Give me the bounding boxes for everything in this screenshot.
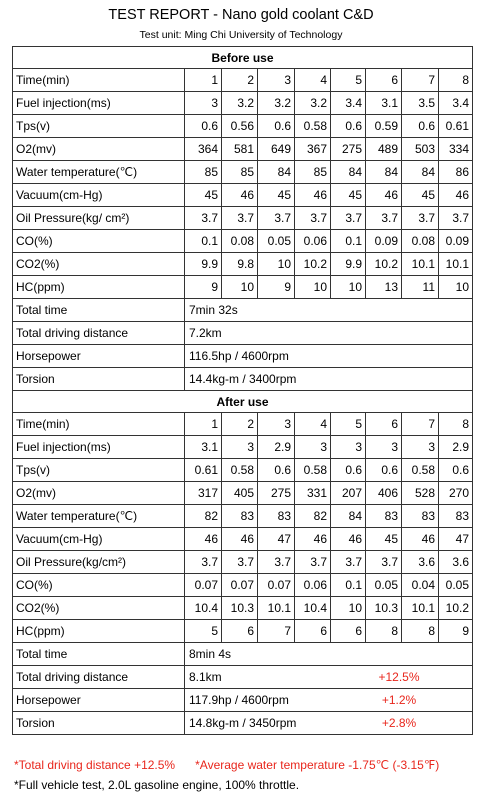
table-cell: 9 [185,276,222,299]
summary-label: Torsion [13,368,185,391]
table-cell: 0.06 [295,230,331,253]
table-cell: 3.7 [295,551,331,574]
row-label: CO2(%) [13,597,185,620]
summary-row [13,689,473,712]
row-label: Vacuum(cm-Hg) [13,184,185,207]
table-cell: 1 [185,69,222,92]
table-cell: 581 [222,138,258,161]
summary-label: Total time [13,299,185,322]
footnote-distance: *Total driving distance +12.5% [14,758,176,772]
table-cell: 5 [331,413,366,436]
table-cell: 83 [439,505,473,528]
table-cell: 85 [295,161,331,184]
section-heading: Before use [13,47,473,69]
table-row [13,115,473,138]
table-cell: 0.07 [185,574,222,597]
row-label: HC(ppm) [13,276,185,299]
table-cell: 83 [222,505,258,528]
table-cell: 85 [185,161,222,184]
table-row [13,276,473,299]
summary-label: Total driving distance [13,322,185,345]
table-cell: 84 [331,161,366,184]
table-cell: 7 [402,413,439,436]
table-row [13,482,473,505]
table-cell: 3.7 [366,551,402,574]
table-cell: 0.1 [331,574,366,597]
table-cell: 3.7 [295,207,331,230]
table-cell: 0.58 [295,115,331,138]
table-cell: 7 [258,620,295,643]
table-cell: 6 [222,620,258,643]
table-cell: 331 [295,482,331,505]
table-cell: 8 [402,620,439,643]
after-section-header [13,391,473,413]
table-cell: 3 [402,436,439,459]
table-cell: 10.1 [258,597,295,620]
table-cell: 3 [331,436,366,459]
table-cell: 3.2 [295,92,331,115]
table-cell: 45 [366,528,402,551]
row-label: Oil Pressure(kg/cm²) [13,551,185,574]
summary-value: 7.2km [189,326,222,340]
table-cell: 10.3 [222,597,258,620]
table-row [13,207,473,230]
summary-row [13,299,473,322]
table-cell: 3.7 [185,207,222,230]
table-cell: 46 [366,184,402,207]
table-cell: 3.7 [258,207,295,230]
table-cell: 489 [366,138,402,161]
footnote-temperature: *Average water temperature -1.75℃ (-3.15℉) [195,758,440,772]
table-cell: 270 [439,482,473,505]
table-cell: 9 [258,276,295,299]
table-cell: 8 [439,413,473,436]
table-cell: 3.7 [402,207,439,230]
table-cell: 8 [439,69,473,92]
table-cell: 10.4 [185,597,222,620]
table-cell: 46 [295,184,331,207]
row-label: Tps(v) [13,459,185,482]
table-cell: 10.2 [366,253,402,276]
table-cell: 5 [331,69,366,92]
summary-row [13,712,473,735]
table-cell: 0.09 [439,230,473,253]
row-label: Oil Pressure(kg/ cm²) [13,207,185,230]
summary-row [13,322,473,345]
table-row [13,528,473,551]
table-cell: 0.07 [258,574,295,597]
row-label: Tps(v) [13,115,185,138]
table-cell: 0.61 [185,459,222,482]
table-cell: 0.58 [222,459,258,482]
summary-change: +2.8% [381,716,417,730]
section-heading: After use [13,391,473,413]
table-cell: 83 [366,505,402,528]
table-row [13,92,473,115]
summary-value-cell [185,299,473,322]
table-cell: 6 [366,413,402,436]
row-label: Time(min) [13,413,185,436]
table-cell: 3 [258,69,295,92]
table-cell: 46 [185,528,222,551]
table-cell: 84 [258,161,295,184]
table-row [13,230,473,253]
table-cell: 84 [331,505,366,528]
table-cell: 82 [295,505,331,528]
before-section-header [13,47,473,69]
table-cell: 367 [295,138,331,161]
footnote-improvements [14,758,439,772]
summary-value-cell [185,643,473,666]
table-cell: 317 [185,482,222,505]
table-cell: 3.1 [366,92,402,115]
table-cell: 84 [402,161,439,184]
summary-value: 7min 32s [189,303,238,317]
table-cell: 3 [258,413,295,436]
summary-change: +1.2% [381,693,417,707]
table-cell: 10.2 [295,253,331,276]
table-cell: 10 [331,276,366,299]
table-cell: 0.05 [439,574,473,597]
summary-label: Total driving distance [13,666,185,689]
summary-value: 8min 4s [189,647,232,661]
table-cell: 83 [258,505,295,528]
table-cell: 207 [331,482,366,505]
table-cell: 528 [402,482,439,505]
table-cell: 10.4 [295,597,331,620]
summary-row [13,368,473,391]
table-row [13,505,473,528]
table-cell: 0.6 [439,459,473,482]
table-cell: 0.6 [185,115,222,138]
table-cell: 10.1 [402,253,439,276]
row-label: CO(%) [13,574,185,597]
table-cell: 3.4 [331,92,366,115]
summary-row [13,345,473,368]
table-cell: 10 [439,276,473,299]
table-cell: 5 [185,620,222,643]
table-cell: 10.3 [366,597,402,620]
table-cell: 45 [185,184,222,207]
row-label: O2(mv) [13,482,185,505]
table-cell: 406 [366,482,402,505]
table-cell: 10 [331,597,366,620]
table-cell: 3.7 [185,551,222,574]
table-cell: 275 [331,138,366,161]
table-cell: 3 [366,436,402,459]
table-cell: 2.9 [258,436,295,459]
table-cell: 3.6 [402,551,439,574]
table-cell: 3 [185,92,222,115]
row-label: Vacuum(cm-Hg) [13,528,185,551]
table-cell: 334 [439,138,473,161]
table-row [13,161,473,184]
table-cell: 3.6 [439,551,473,574]
summary-value-cell [185,322,473,345]
table-cell: 7 [402,69,439,92]
table-cell: 46 [222,528,258,551]
table-cell: 9.9 [185,253,222,276]
summary-value-cell [185,689,473,712]
table-cell: 0.59 [366,115,402,138]
table-cell: 0.6 [366,459,402,482]
row-label: CO(%) [13,230,185,253]
table-row [13,184,473,207]
table-cell: 3.7 [222,551,258,574]
table-cell: 0.09 [366,230,402,253]
summary-value: 117.9hp / 4600rpm [189,693,289,707]
summary-label: Horsepower [13,689,185,712]
table-cell: 46 [222,184,258,207]
summary-label: Total time [13,643,185,666]
table-cell: 0.6 [258,115,295,138]
table-cell: 3.7 [366,207,402,230]
table-cell: 46 [402,528,439,551]
table-cell: 45 [258,184,295,207]
summary-label: Torsion [13,712,185,735]
table-cell: 9.9 [331,253,366,276]
row-label: Water temperature(℃) [13,505,185,528]
table-cell: 0.58 [402,459,439,482]
table-row [13,413,473,436]
row-label: Fuel injection(ms) [13,436,185,459]
table-cell: 46 [439,184,473,207]
table-cell: 10 [295,276,331,299]
footnote-test-conditions: *Full vehicle test, 2.0L gasoline engine, 100% throttle. [14,778,300,792]
table-cell: 503 [402,138,439,161]
table-cell: 0.1 [185,230,222,253]
table-row [13,574,473,597]
table-cell: 0.04 [402,574,439,597]
table-cell: 0.05 [366,574,402,597]
row-label: HC(ppm) [13,620,185,643]
table-cell: 3.5 [402,92,439,115]
table-cell: 0.6 [258,459,295,482]
table-cell: 86 [439,161,473,184]
summary-value: 8.1km [189,670,222,684]
row-label: O2(mv) [13,138,185,161]
table-cell: 4 [295,413,331,436]
table-cell: 3.7 [258,551,295,574]
table-cell: 0.08 [222,230,258,253]
table-cell: 0.05 [258,230,295,253]
summary-row [13,643,473,666]
table-cell: 0.6 [402,115,439,138]
table-cell: 3.2 [258,92,295,115]
table-cell: 3.7 [439,207,473,230]
table-cell: 13 [366,276,402,299]
table-cell: 3.1 [185,436,222,459]
table-cell: 1 [185,413,222,436]
table-cell: 0.07 [222,574,258,597]
table-cell: 0.58 [295,459,331,482]
table-row [13,253,473,276]
table-cell: 364 [185,138,222,161]
table-cell: 3.2 [222,92,258,115]
table-cell: 0.56 [222,115,258,138]
row-label: Fuel injection(ms) [13,92,185,115]
table-cell: 2 [222,69,258,92]
table-cell: 2.9 [439,436,473,459]
table-cell: 10.2 [439,597,473,620]
table-cell: 85 [222,161,258,184]
table-cell: 84 [366,161,402,184]
table-cell: 6 [366,69,402,92]
summary-value-cell [185,345,473,368]
table-cell: 47 [439,528,473,551]
summary-value-cell [185,712,473,735]
table-cell: 3.7 [222,207,258,230]
table-cell: 6 [295,620,331,643]
table-cell: 11 [402,276,439,299]
table-cell: 9.8 [222,253,258,276]
table-cell: 0.6 [331,459,366,482]
table-cell: 10.1 [439,253,473,276]
table-row [13,436,473,459]
table-row [13,138,473,161]
table-cell: 0.1 [331,230,366,253]
table-cell: 46 [295,528,331,551]
summary-change: +12.5% [378,670,420,684]
table-row [13,620,473,643]
summary-value: 14.4kg-m / 3400rpm [189,372,297,386]
summary-label: Horsepower [13,345,185,368]
table-cell: 2 [222,413,258,436]
table-row [13,69,473,92]
table-cell: 8 [366,620,402,643]
table-cell: 3.4 [439,92,473,115]
summary-value-cell [185,666,473,689]
table-cell: 10 [222,276,258,299]
summary-value-cell [185,368,473,391]
table-cell: 649 [258,138,295,161]
table-row [13,459,473,482]
table-cell: 10 [258,253,295,276]
row-label: Water temperature(℃) [13,161,185,184]
table-cell: 82 [185,505,222,528]
results-table [12,46,473,735]
table-cell: 0.08 [402,230,439,253]
table-cell: 83 [402,505,439,528]
table-cell: 46 [331,528,366,551]
table-cell: 3 [295,436,331,459]
table-cell: 47 [258,528,295,551]
summary-value: 116.5hp / 4600rpm [189,349,289,363]
table-cell: 3 [222,436,258,459]
summary-row [13,666,473,689]
table-cell: 405 [222,482,258,505]
table-cell: 10.1 [402,597,439,620]
report-title: TEST REPORT - Nano gold coolant C&D [108,7,374,23]
table-cell: 0.6 [331,115,366,138]
table-row [13,597,473,620]
table-cell: 3.7 [331,207,366,230]
table-cell: 275 [258,482,295,505]
table-row [13,551,473,574]
table-cell: 0.06 [295,574,331,597]
table-cell: 4 [295,69,331,92]
table-cell: 45 [402,184,439,207]
table-cell: 45 [331,184,366,207]
table-cell: 3.7 [331,551,366,574]
table-cell: 0.61 [439,115,473,138]
report-subtitle: Test unit: Ming Chi University of Technology [139,29,343,41]
row-label: Time(min) [13,69,185,92]
summary-value: 14.8kg-m / 3450rpm [189,716,297,730]
table-cell: 6 [331,620,366,643]
row-label: CO2(%) [13,253,185,276]
table-cell: 9 [439,620,473,643]
